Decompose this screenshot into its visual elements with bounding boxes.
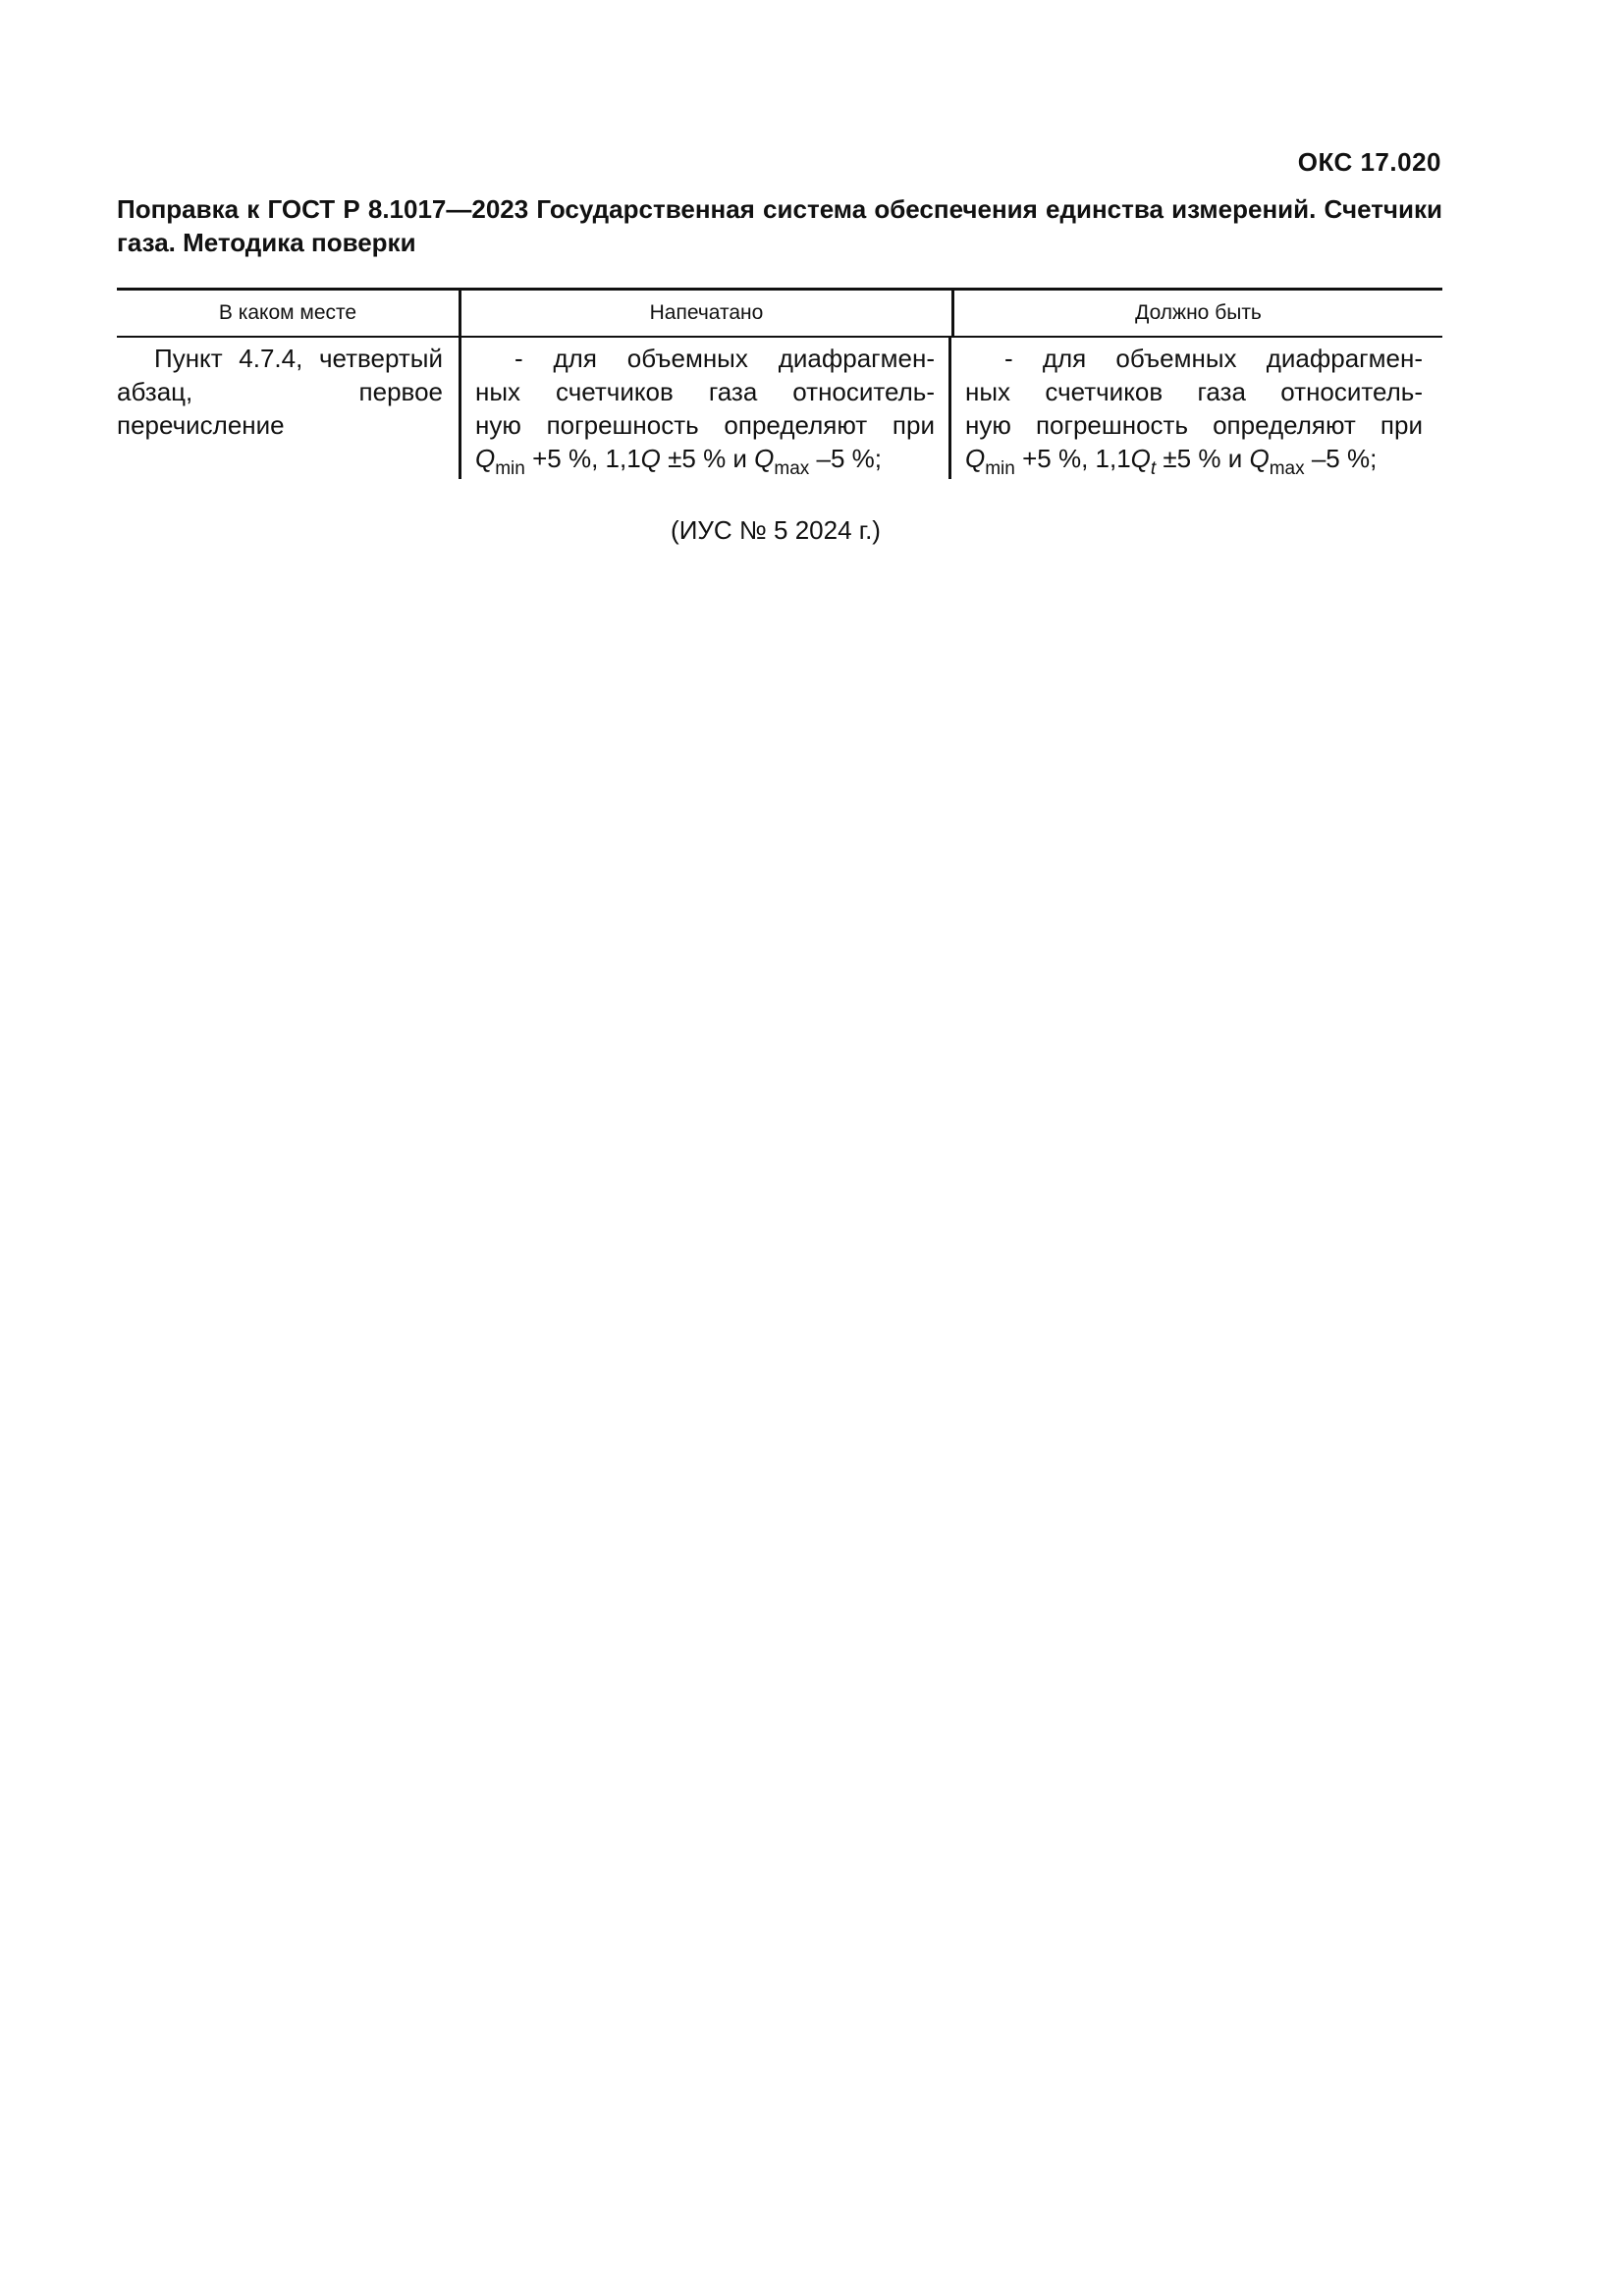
correct-text-2: ±5 % и xyxy=(1156,444,1250,473)
correct-line-2: ных счетчиков газа относитель- xyxy=(965,377,1423,406)
subscript-t: t xyxy=(1150,458,1157,479)
printed-line-1: - для объемных диафрагмен- xyxy=(514,344,935,373)
cell-correct xyxy=(948,338,1436,479)
correct-line-3: ную погрешность определяют при xyxy=(965,410,1423,440)
qt-symbol: Q xyxy=(1130,444,1151,473)
subscript-max: max xyxy=(1269,458,1305,479)
correction-table xyxy=(117,288,1442,479)
q-symbol: Q xyxy=(965,444,986,473)
table-row xyxy=(117,338,1442,479)
header-where: В каком месте xyxy=(218,301,357,324)
header-printed: Напечатано xyxy=(459,291,951,336)
printed-line-4 xyxy=(475,442,935,479)
printed-text-2: ±5 % и xyxy=(660,444,755,473)
cell-where: Пункт 4.7.4, четвертый абзац, первое перечисление xyxy=(117,344,443,440)
oks-code: ОКС 17.020 xyxy=(1297,147,1441,177)
document-title: Поправка к ГОСТ Р 8.1017—2023 Государственная система обеспечения единства измерений. Счетчики газа. Методика поверки xyxy=(117,194,1442,257)
correct-line-4 xyxy=(965,442,1423,479)
subscript-min: min xyxy=(985,458,1015,479)
printed-line-2: ных счетчиков газа относитель- xyxy=(475,377,935,406)
correct-line-1: - для объемных диафрагмен- xyxy=(1004,344,1423,373)
q-symbol: Q xyxy=(640,444,661,473)
subscript-max: max xyxy=(774,458,810,479)
q-symbol: Q xyxy=(754,444,775,473)
q-symbol: Q xyxy=(475,444,496,473)
printed-text-3: –5 %; xyxy=(809,444,883,473)
printed-text-1: +5 %, 1,1 xyxy=(524,444,641,473)
header-correct: Должно быть xyxy=(951,291,1442,336)
q-symbol: Q xyxy=(1249,444,1270,473)
table-header xyxy=(117,291,1442,338)
correct-text-3: –5 %; xyxy=(1304,444,1378,473)
cell-printed xyxy=(459,338,948,479)
printed-line-3: ную погрешность определяют при xyxy=(475,410,935,440)
correct-text-1: +5 %, 1,1 xyxy=(1014,444,1131,473)
subscript-min: min xyxy=(495,458,525,479)
issue-reference: (ИУС № 5 2024 г.) xyxy=(671,515,881,545)
